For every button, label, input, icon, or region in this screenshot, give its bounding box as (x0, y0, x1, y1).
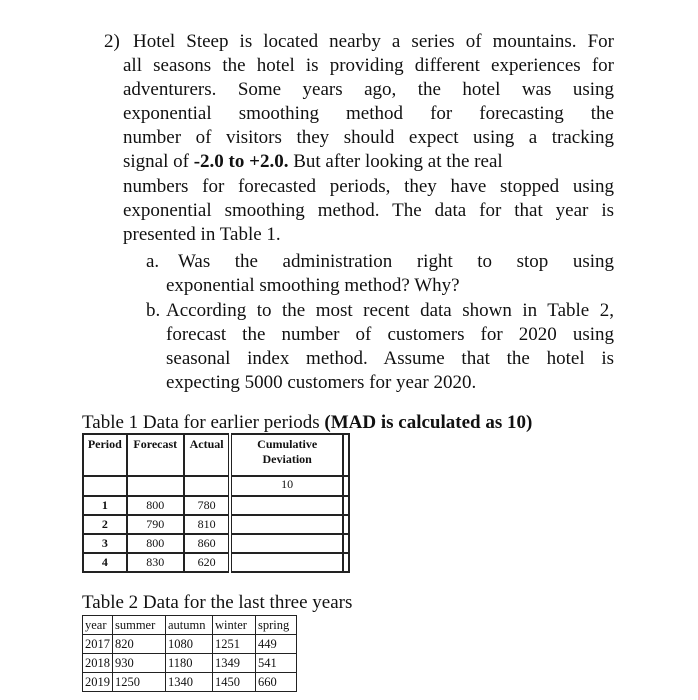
table-row (83, 654, 297, 673)
table2-header-winter: winter (213, 616, 256, 635)
question-line: exponential smoothing method. The data for that year is (123, 200, 614, 221)
signal-range: -2.0 to +2.0. (193, 151, 289, 172)
table1-cell-actual: 780 (184, 496, 230, 515)
table1-cell-actual: 810 (184, 515, 230, 534)
sub-a-line: exponential smoothing method? Why? (166, 275, 460, 296)
table1-header-cumdev: Cumulative Deviation (230, 434, 343, 476)
table1-header-period: Period (83, 434, 127, 476)
signal-prefix: signal of (123, 151, 194, 172)
table1-cell-forecast: 800 (127, 534, 184, 553)
question-number: 2) (104, 31, 120, 52)
sub-b-line: seasonal index method. Assume that the hotel is (166, 348, 614, 369)
table1-cell-forecast: 800 (127, 496, 184, 515)
question-line: Hotel Steep is located nearby a series of mountains. For (133, 31, 614, 52)
table2-caption: Table 2 Data for the last three years (82, 592, 353, 613)
question-line: exponential smoothing method for forecasting the (123, 103, 614, 124)
table2 (82, 615, 297, 692)
table1-header-forecast: Forecast (127, 434, 184, 476)
sub-b-line: forecast the number of customers for 2020 using (166, 324, 614, 345)
table2-cell: 660 (256, 673, 297, 692)
question-signal-line (123, 150, 614, 174)
table1-cell-period: 3 (83, 534, 127, 553)
table1-cell-forecast: 830 (127, 553, 184, 572)
table1-cell-period: 1 (83, 496, 127, 515)
table-row (83, 635, 297, 654)
question-line: all seasons the hotel is providing different experiences for (123, 55, 614, 76)
table1-cell-period: 2 (83, 515, 127, 534)
table2-cell: 1340 (166, 673, 213, 692)
table1-cell-actual: 620 (184, 553, 230, 572)
table2-cell: 1080 (166, 635, 213, 654)
table2-cell: 1450 (213, 673, 256, 692)
table2-cell: 449 (256, 635, 297, 654)
question-line: number of visitors they should expect using a tracking (123, 127, 614, 148)
question-line: presented in Table 1. (123, 224, 281, 245)
table2-cell: 820 (113, 635, 166, 654)
table2-cell: 2018 (83, 654, 113, 673)
table1-caption: Table 1 Data for earlier periods (MAD is calculated as 10) (82, 412, 533, 433)
table2-header-year: year (83, 616, 113, 635)
table2-cell: 930 (113, 654, 166, 673)
table-row (83, 673, 297, 692)
table1-cumdev-value: 10 (230, 476, 343, 496)
sub-b-label: b. (146, 300, 161, 321)
table2-header-spring: spring (256, 616, 297, 635)
question-line: numbers for forecasted periods, they have stopped using (123, 176, 614, 197)
table1-caption-mad: (MAD is calculated as 10) (324, 412, 533, 433)
signal-suffix: But after looking at the real (288, 151, 503, 172)
table2-cell: 2017 (83, 635, 113, 654)
table2-cell: 2019 (83, 673, 113, 692)
table2-cell: 541 (256, 654, 297, 673)
table1-cell-actual: 860 (184, 534, 230, 553)
sub-a-line: Was the administration right to stop using (178, 251, 614, 272)
table2-cell: 1251 (213, 635, 256, 654)
sub-a-label: a. (146, 251, 160, 272)
table1 (82, 433, 350, 573)
table1-cell-period: 4 (83, 553, 127, 572)
table2-cell: 1180 (166, 654, 213, 673)
table2-header-autumn: autumn (166, 616, 213, 635)
table1-header-actual: Actual (184, 434, 230, 476)
table2-cell: 1349 (213, 654, 256, 673)
question-line: adventurers. Some years ago, the hotel was using (123, 79, 614, 100)
sub-b-line: According to the most recent data shown in Table 2, (166, 300, 614, 321)
table2-cell: 1250 (113, 673, 166, 692)
sub-b-line: expecting 5000 customers for year 2020. (166, 372, 477, 393)
table1-cell-forecast: 790 (127, 515, 184, 534)
table2-header-summer: summer (113, 616, 166, 635)
